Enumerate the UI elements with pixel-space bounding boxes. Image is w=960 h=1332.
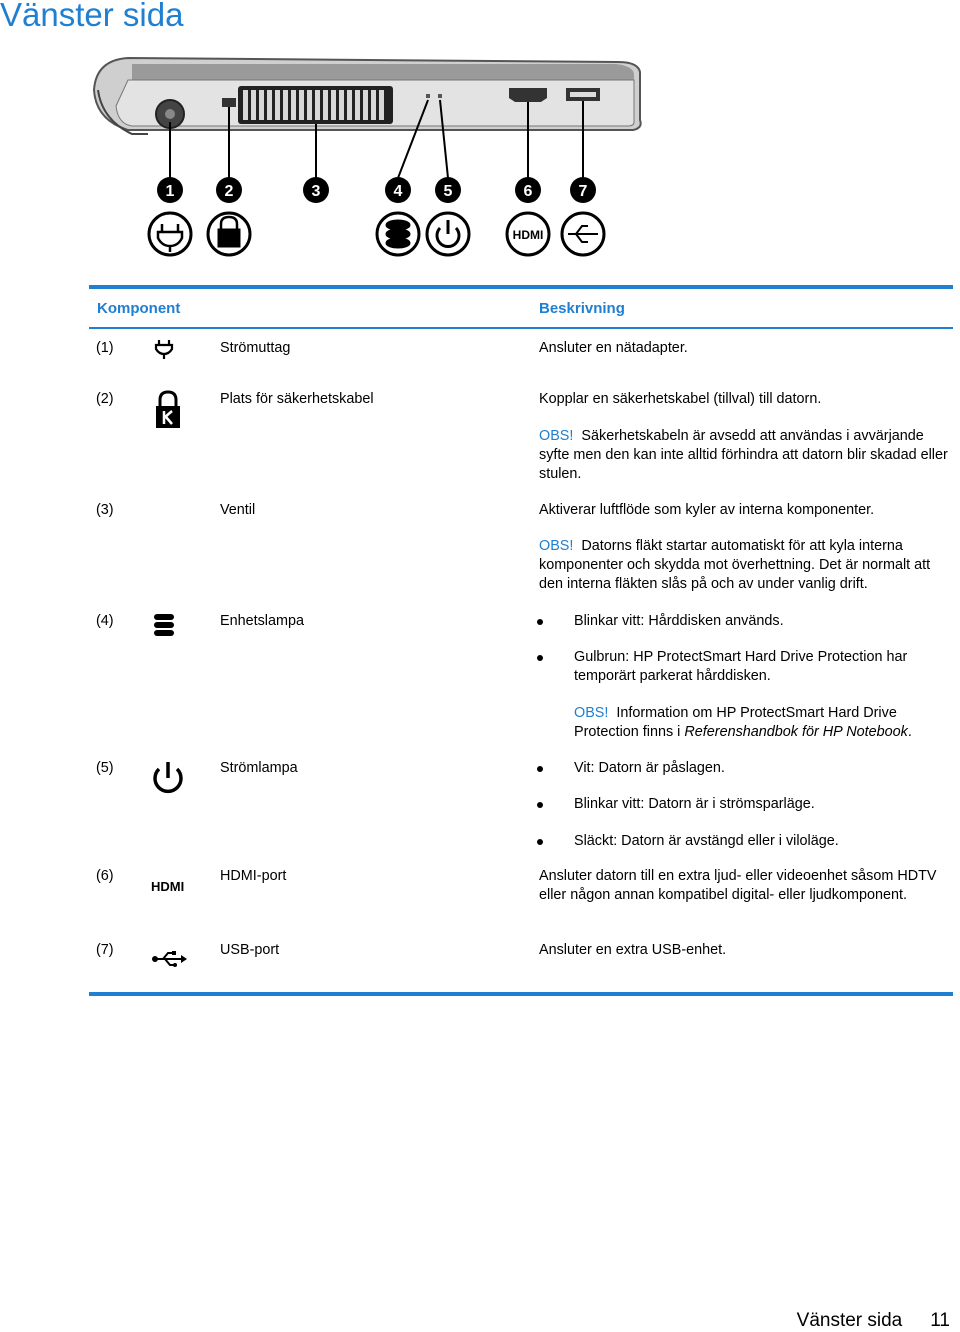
bullet-item: Gulbrun: HP ProtectSmart Hard Drive Protection har temporärt parkerat hårddisken. — [574, 649, 908, 684]
bullet-dot — [537, 766, 543, 772]
component-description: Ansluter datorn till en extra ljud- eller videoenhet såsom HDTV eller någon annan kompatibel digital- eller ljudkomponent. — [539, 868, 937, 903]
callout-4: 4 — [393, 183, 403, 200]
row-number: (3) — [96, 502, 114, 518]
bullet-item: Blinkar vitt: Hårddisken används. — [574, 613, 784, 629]
note-label: OBS! — [574, 705, 609, 721]
bullet-item: Släckt: Datorn är avstängd eller i viloläge. — [574, 833, 839, 849]
row-number: (7) — [96, 942, 114, 958]
component-description: Ansluter en nätadapter. — [539, 340, 688, 356]
component-name: Ventil — [220, 502, 256, 518]
page-number: 11 — [930, 1310, 950, 1331]
bullet-dot — [537, 802, 543, 808]
component-name: HDMI-port — [220, 868, 287, 884]
component-name: Plats för säkerhetskabel — [220, 391, 374, 407]
header-component: Komponent — [97, 300, 181, 317]
laptop-side-illustration — [88, 50, 648, 265]
component-description: Ansluter en extra USB-enhet. — [539, 942, 727, 958]
callout-3: 3 — [311, 183, 321, 200]
footer-section: Vänster sida — [796, 1310, 903, 1331]
row-number: (2) — [96, 391, 114, 407]
table-top-rule — [89, 285, 953, 289]
table-header-rule — [89, 327, 953, 329]
hdmi-icon — [151, 878, 187, 894]
hdmi-badge-label: HDMI — [512, 228, 544, 242]
callout-6: 6 — [523, 183, 533, 200]
bullet-dot — [537, 655, 543, 661]
row-number: (4) — [96, 613, 114, 629]
svg-text:HDMI: HDMI — [151, 879, 185, 894]
bullet-dot — [537, 839, 543, 845]
page-footer — [769, 1310, 950, 1332]
component-name: USB-port — [220, 942, 280, 958]
note-text: Datorns fläkt startar automatiskt för att kyla interna komponenter och skydda mot överhettning. Det är normalt att den interna fläkten slås på och av under vanlig drift. — [539, 538, 931, 592]
bullet-item: Vit: Datorn är påslagen. — [574, 760, 725, 776]
security-lock-icon — [155, 390, 181, 430]
component-description: Aktiverar luftflöde som kyler av interna komponenter. — [539, 502, 875, 518]
lock-slot-graphic — [222, 98, 236, 107]
hdmi-port-graphic — [509, 88, 547, 102]
callout-2: 2 — [224, 183, 234, 200]
drive-light-icon — [153, 613, 175, 637]
bullet-dot — [537, 619, 543, 625]
row-number: (1) — [96, 340, 114, 356]
row-number: (6) — [96, 868, 114, 884]
component-description: Kopplar en säkerhetskabel (tillval) till datorn. — [539, 391, 822, 407]
reference-title: Referenshandbok för HP Notebook — [684, 724, 908, 740]
note-block — [539, 537, 949, 594]
callout-7: 7 — [578, 183, 588, 200]
table-bottom-rule — [89, 992, 953, 996]
note-text: Säkerhetskabeln är avsedd att användas i avvärjande syfte men den kan inte alltid förhindra att datorn blir skadad eller stulen. — [539, 428, 948, 482]
note-block — [574, 704, 944, 742]
note-text: Information om HP ProtectSmart Hard Drive Protection finns i — [574, 705, 897, 740]
note-label: OBS! — [539, 428, 574, 444]
row-number: (5) — [96, 760, 114, 776]
component-name: Strömuttag — [220, 340, 291, 356]
component-name: Strömlampa — [220, 760, 298, 776]
component-name: Enhetslampa — [220, 613, 304, 629]
note-block — [539, 427, 949, 484]
note-text-end: . — [907, 724, 912, 740]
header-description: Beskrivning — [539, 300, 625, 317]
usb-icon — [151, 951, 187, 967]
callout-5: 5 — [443, 183, 453, 200]
bullet-item: Blinkar vitt: Datorn är i strömsparläge. — [574, 796, 815, 812]
power-icon — [151, 760, 185, 796]
callout-1: 1 — [165, 183, 175, 200]
page-title: Vänster sida — [0, 0, 184, 33]
power-plug-icon — [153, 338, 175, 360]
note-label: OBS! — [539, 538, 574, 554]
